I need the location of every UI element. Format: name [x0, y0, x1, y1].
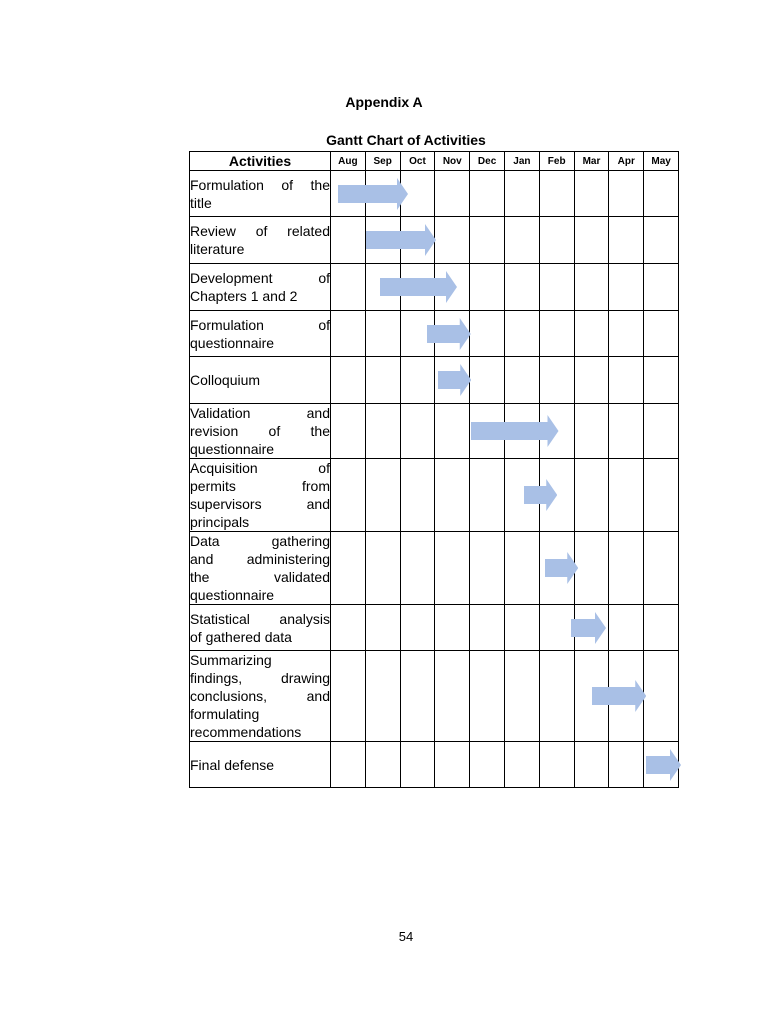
header-row	[190, 152, 679, 171]
activity-label-line: Validation and	[190, 405, 330, 421]
header-month-mar: Mar	[574, 152, 609, 171]
activity-row	[190, 404, 679, 459]
timeline-cell-nov	[435, 651, 470, 742]
header-month-sep: Sep	[365, 152, 400, 171]
timeline-cell-oct	[400, 357, 435, 404]
activity-row	[190, 217, 679, 264]
timeline-cell-may	[644, 264, 679, 311]
activity-label	[190, 651, 331, 742]
timeline-cell-oct	[400, 742, 435, 788]
timeline-cell-jan	[504, 742, 539, 788]
activity-label	[190, 459, 331, 532]
timeline-cell-feb	[539, 264, 574, 311]
activity-label-line: findings, drawing	[190, 670, 330, 686]
timeline-cell-jan	[504, 311, 539, 357]
activity-label-line: Summarizing	[190, 652, 272, 668]
timeline-cell-feb	[539, 311, 574, 357]
timeline-cell-feb	[539, 217, 574, 264]
timeline-cell-feb	[539, 532, 574, 605]
chart-title: Gantt Chart of Activities	[326, 132, 486, 148]
timeline-cell-mar	[574, 404, 609, 459]
timeline-cell-nov	[435, 742, 470, 788]
timeline-cell-mar	[574, 217, 609, 264]
activity-label	[190, 217, 331, 264]
timeline-cell-apr	[609, 651, 644, 742]
activity-label	[190, 171, 331, 217]
activity-row	[190, 171, 679, 217]
page-number: 54	[398, 929, 414, 944]
timeline-cell-mar	[574, 264, 609, 311]
timeline-cell-nov	[435, 357, 470, 404]
timeline-cell-dec	[470, 605, 505, 651]
activity-label-line: Chapters 1 and 2	[190, 288, 298, 304]
header-month-oct: Oct	[400, 152, 435, 171]
timeline-cell-aug	[331, 605, 366, 651]
activity-label	[190, 605, 331, 651]
timeline-cell-dec	[470, 742, 505, 788]
timeline-cell-aug	[331, 217, 366, 264]
timeline-cell-feb	[539, 651, 574, 742]
timeline-cell-dec	[470, 311, 505, 357]
timeline-cell-aug	[331, 532, 366, 605]
header-month-feb: Feb	[539, 152, 574, 171]
timeline-cell-nov	[435, 459, 470, 532]
activity-label-line: and administering	[190, 551, 330, 567]
timeline-cell-apr	[609, 311, 644, 357]
timeline-cell-feb	[539, 404, 574, 459]
activity-label-line: the validated	[190, 569, 330, 585]
timeline-cell-dec	[470, 357, 505, 404]
timeline-cell-feb	[539, 742, 574, 788]
timeline-cell-jan	[504, 264, 539, 311]
timeline-cell-oct	[400, 171, 435, 217]
activity-row	[190, 357, 679, 404]
timeline-cell-oct	[400, 459, 435, 532]
timeline-cell-oct	[400, 532, 435, 605]
timeline-cell-mar	[574, 742, 609, 788]
timeline-cell-sep	[365, 532, 400, 605]
timeline-cell-sep	[365, 651, 400, 742]
timeline-cell-aug	[331, 651, 366, 742]
timeline-cell-dec	[470, 459, 505, 532]
timeline-cell-aug	[331, 357, 366, 404]
timeline-cell-apr	[609, 404, 644, 459]
timeline-cell-aug	[331, 459, 366, 532]
timeline-cell-mar	[574, 357, 609, 404]
timeline-cell-jan	[504, 532, 539, 605]
timeline-cell-apr	[609, 217, 644, 264]
timeline-cell-oct	[400, 311, 435, 357]
timeline-cell-may	[644, 171, 679, 217]
timeline-cell-mar	[574, 171, 609, 217]
activity-label-line: Statistical analysis	[190, 610, 330, 627]
gantt-body	[190, 171, 679, 788]
timeline-cell-mar	[574, 651, 609, 742]
timeline-cell-sep	[365, 404, 400, 459]
activity-label	[190, 532, 331, 605]
timeline-cell-aug	[331, 404, 366, 459]
header-month-apr: Apr	[609, 152, 644, 171]
timeline-cell-mar	[574, 311, 609, 357]
timeline-cell-jan	[504, 171, 539, 217]
activity-label-line: Development of	[190, 270, 330, 286]
activity-label-line: Formulation of the	[190, 176, 330, 193]
activity-label-line: questionnaire	[190, 441, 275, 457]
activity-label	[190, 311, 331, 357]
timeline-cell-dec	[470, 217, 505, 264]
timeline-cell-nov	[435, 605, 470, 651]
timeline-cell-aug	[331, 742, 366, 788]
header-month-may: May	[644, 152, 679, 171]
timeline-cell-may	[644, 651, 679, 742]
activity-label-line: conclusions, and	[190, 688, 330, 704]
timeline-cell-may	[644, 742, 679, 788]
timeline-cell-oct	[400, 217, 435, 264]
activity-label-line: Formulation of	[190, 316, 330, 333]
timeline-cell-sep	[365, 264, 400, 311]
timeline-cell-dec	[470, 651, 505, 742]
timeline-cell-nov	[435, 217, 470, 264]
timeline-cell-mar	[574, 605, 609, 651]
activity-label	[190, 404, 331, 459]
header-month-dec: Dec	[470, 152, 505, 171]
timeline-cell-dec	[470, 171, 505, 217]
activity-row	[190, 532, 679, 605]
timeline-cell-jan	[504, 404, 539, 459]
activity-label-line: title	[190, 194, 212, 211]
timeline-cell-oct	[400, 605, 435, 651]
activity-label-line: permits from	[190, 478, 330, 494]
timeline-cell-may	[644, 605, 679, 651]
activity-label-line: Acquisition of	[190, 460, 330, 476]
timeline-cell-mar	[574, 532, 609, 605]
timeline-cell-sep	[365, 742, 400, 788]
activity-label-line: Review of related	[190, 223, 330, 239]
timeline-cell-sep	[365, 357, 400, 404]
timeline-cell-jan	[504, 651, 539, 742]
timeline-cell-may	[644, 311, 679, 357]
activity-label-line: questionnaire	[190, 587, 275, 603]
timeline-cell-nov	[435, 311, 470, 357]
timeline-cell-feb	[539, 459, 574, 532]
timeline-cell-sep	[365, 311, 400, 357]
timeline-cell-oct	[400, 264, 435, 311]
timeline-cell-may	[644, 217, 679, 264]
timeline-cell-apr	[609, 742, 644, 788]
timeline-cell-feb	[539, 605, 574, 651]
timeline-cell-nov	[435, 264, 470, 311]
activity-label-line: principals	[190, 514, 250, 530]
timeline-cell-apr	[609, 459, 644, 532]
timeline-cell-mar	[574, 459, 609, 532]
timeline-cell-dec	[470, 404, 505, 459]
timeline-cell-apr	[609, 605, 644, 651]
activity-label-line: formulating	[190, 706, 260, 722]
timeline-cell-jan	[504, 357, 539, 404]
timeline-cell-nov	[435, 171, 470, 217]
activity-label-line: recommendations	[190, 724, 302, 740]
timeline-cell-sep	[365, 459, 400, 532]
activity-label-line: supervisors and	[190, 496, 330, 512]
timeline-cell-feb	[539, 171, 574, 217]
timeline-cell-may	[644, 404, 679, 459]
activity-row	[190, 264, 679, 311]
header-month-aug: Aug	[331, 152, 366, 171]
header-month-jan: Jan	[504, 152, 539, 171]
header-month-nov: Nov	[435, 152, 470, 171]
activity-label-line: Final defense	[190, 756, 275, 773]
activity-label-line: Colloquium	[190, 372, 261, 388]
activity-row	[190, 311, 679, 357]
gantt-table	[189, 151, 679, 788]
timeline-cell-jan	[504, 605, 539, 651]
timeline-cell-jan	[504, 217, 539, 264]
timeline-cell-nov	[435, 532, 470, 605]
timeline-cell-dec	[470, 264, 505, 311]
activity-label-line: questionnaire	[190, 334, 275, 351]
timeline-cell-dec	[470, 532, 505, 605]
header-activities: Activities	[190, 152, 331, 171]
timeline-cell-aug	[331, 264, 366, 311]
timeline-cell-apr	[609, 171, 644, 217]
timeline-cell-sep	[365, 217, 400, 264]
timeline-cell-apr	[609, 357, 644, 404]
appendix-title: Appendix A	[345, 94, 423, 110]
activity-row	[190, 651, 679, 742]
gantt-chart	[189, 151, 679, 788]
activity-label	[190, 742, 331, 788]
timeline-cell-apr	[609, 264, 644, 311]
activity-row	[190, 742, 679, 788]
timeline-cell-nov	[435, 404, 470, 459]
timeline-cell-may	[644, 459, 679, 532]
timeline-cell-sep	[365, 171, 400, 217]
activity-row	[190, 459, 679, 532]
activity-label-line: of gathered data	[190, 628, 292, 645]
timeline-cell-aug	[331, 171, 366, 217]
activity-label-line: literature	[190, 241, 245, 257]
activity-row	[190, 605, 679, 651]
activity-label	[190, 264, 331, 311]
timeline-cell-oct	[400, 651, 435, 742]
activity-label-line: Data gathering	[190, 533, 330, 549]
activity-label	[190, 357, 331, 404]
timeline-cell-apr	[609, 532, 644, 605]
timeline-cell-may	[644, 532, 679, 605]
timeline-cell-jan	[504, 459, 539, 532]
activity-label-line: revision of the	[190, 423, 330, 439]
timeline-cell-feb	[539, 357, 574, 404]
timeline-cell-sep	[365, 605, 400, 651]
timeline-cell-aug	[331, 311, 366, 357]
timeline-cell-may	[644, 357, 679, 404]
timeline-cell-oct	[400, 404, 435, 459]
